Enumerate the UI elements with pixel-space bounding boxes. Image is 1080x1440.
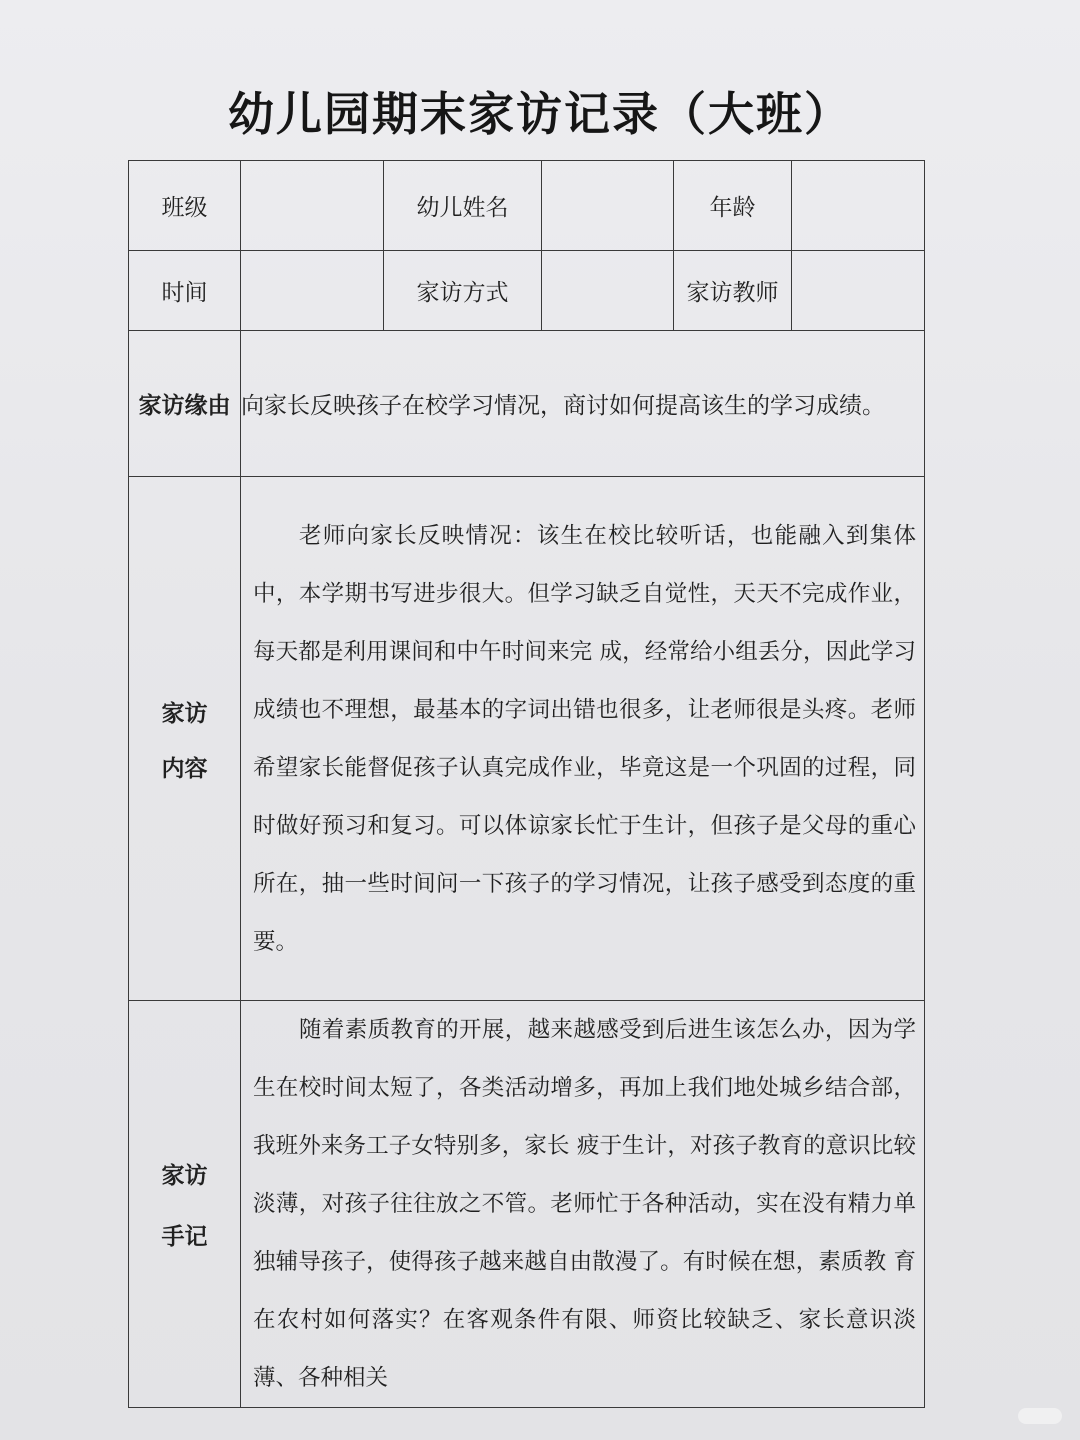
form-row-visit-info	[129, 251, 925, 331]
visit-content-label-line1: 家访	[161, 700, 208, 727]
form-row-content	[129, 477, 925, 1001]
home-visit-form	[128, 160, 925, 1408]
visit-reason-text: 向家长反映孩子在校学习情况，商讨如何提高该生的学习成绩。	[241, 331, 925, 477]
child-name-label: 幼儿姓名	[384, 161, 542, 251]
age-label: 年龄	[674, 161, 792, 251]
visit-notes-text: 随着素质教育的开展，越来越感受到后进生该怎么办，因为学生在校时间太短了，各类活动增多，再加上我们地处城乡结合部，我班外来务工子女特别多，家长 疲于生计，对孩子教育的意识比较淡薄，对孩子往往放之不管。老师忙于各种活动，实在没有精力单独辅导孩子，使得孩子越来越自由散漫了。有时候在想，素质教 育在农村如何落实？在客观条件有限、师资比较缺乏、家长意识淡薄、各种相关	[253, 1017, 916, 1391]
time-label: 时间	[129, 251, 241, 331]
time-value	[241, 251, 384, 331]
page-title: 幼儿园期末家访记录（大班）	[228, 87, 852, 141]
visit-method-value	[542, 251, 674, 331]
age-value	[792, 161, 925, 251]
visit-notes-label-line2: 手记	[161, 1224, 208, 1250]
form-row-notes	[129, 1001, 925, 1408]
visit-reason-label: 家访缘由	[129, 331, 241, 477]
form-row-basic-info	[129, 161, 925, 251]
visit-teacher-value	[792, 251, 925, 331]
visit-content-label	[129, 477, 241, 1001]
visit-notes-label	[129, 1001, 241, 1408]
visit-method-label: 家访方式	[384, 251, 542, 331]
form-row-reason	[129, 331, 925, 477]
visit-content-cell	[241, 477, 925, 1001]
visit-content-text: 老师向家长反映情况：该生在校比较听话，也能融入到集体中，本学期书写进步很大。但学习缺乏自觉性，天天不完成作业，每天都是利用课间和中午时间来完 成，经常给小组丢分，因此学习成绩也不理想，最基本的字词出错也很多，让老师很是头疼。老师希望家长能督促孩子认真完成作业，毕竟这是一个巩固的过程，同 时做好预习和复习。可以体谅家长忙于生计，但孩子是父母的重心所在，抽一些时间问一下孩子的学习情况，让孩子感受到态度的重要。	[253, 522, 916, 955]
corner-watermark	[1018, 1408, 1062, 1424]
child-name-value	[542, 161, 674, 251]
visit-notes-label-line1: 家访	[161, 1163, 208, 1189]
class-value	[241, 161, 384, 251]
visit-notes-cell	[241, 1001, 925, 1408]
class-label: 班级	[129, 161, 241, 251]
visit-content-label-line2: 内容	[161, 755, 208, 782]
visit-teacher-label: 家访教师	[674, 251, 792, 331]
